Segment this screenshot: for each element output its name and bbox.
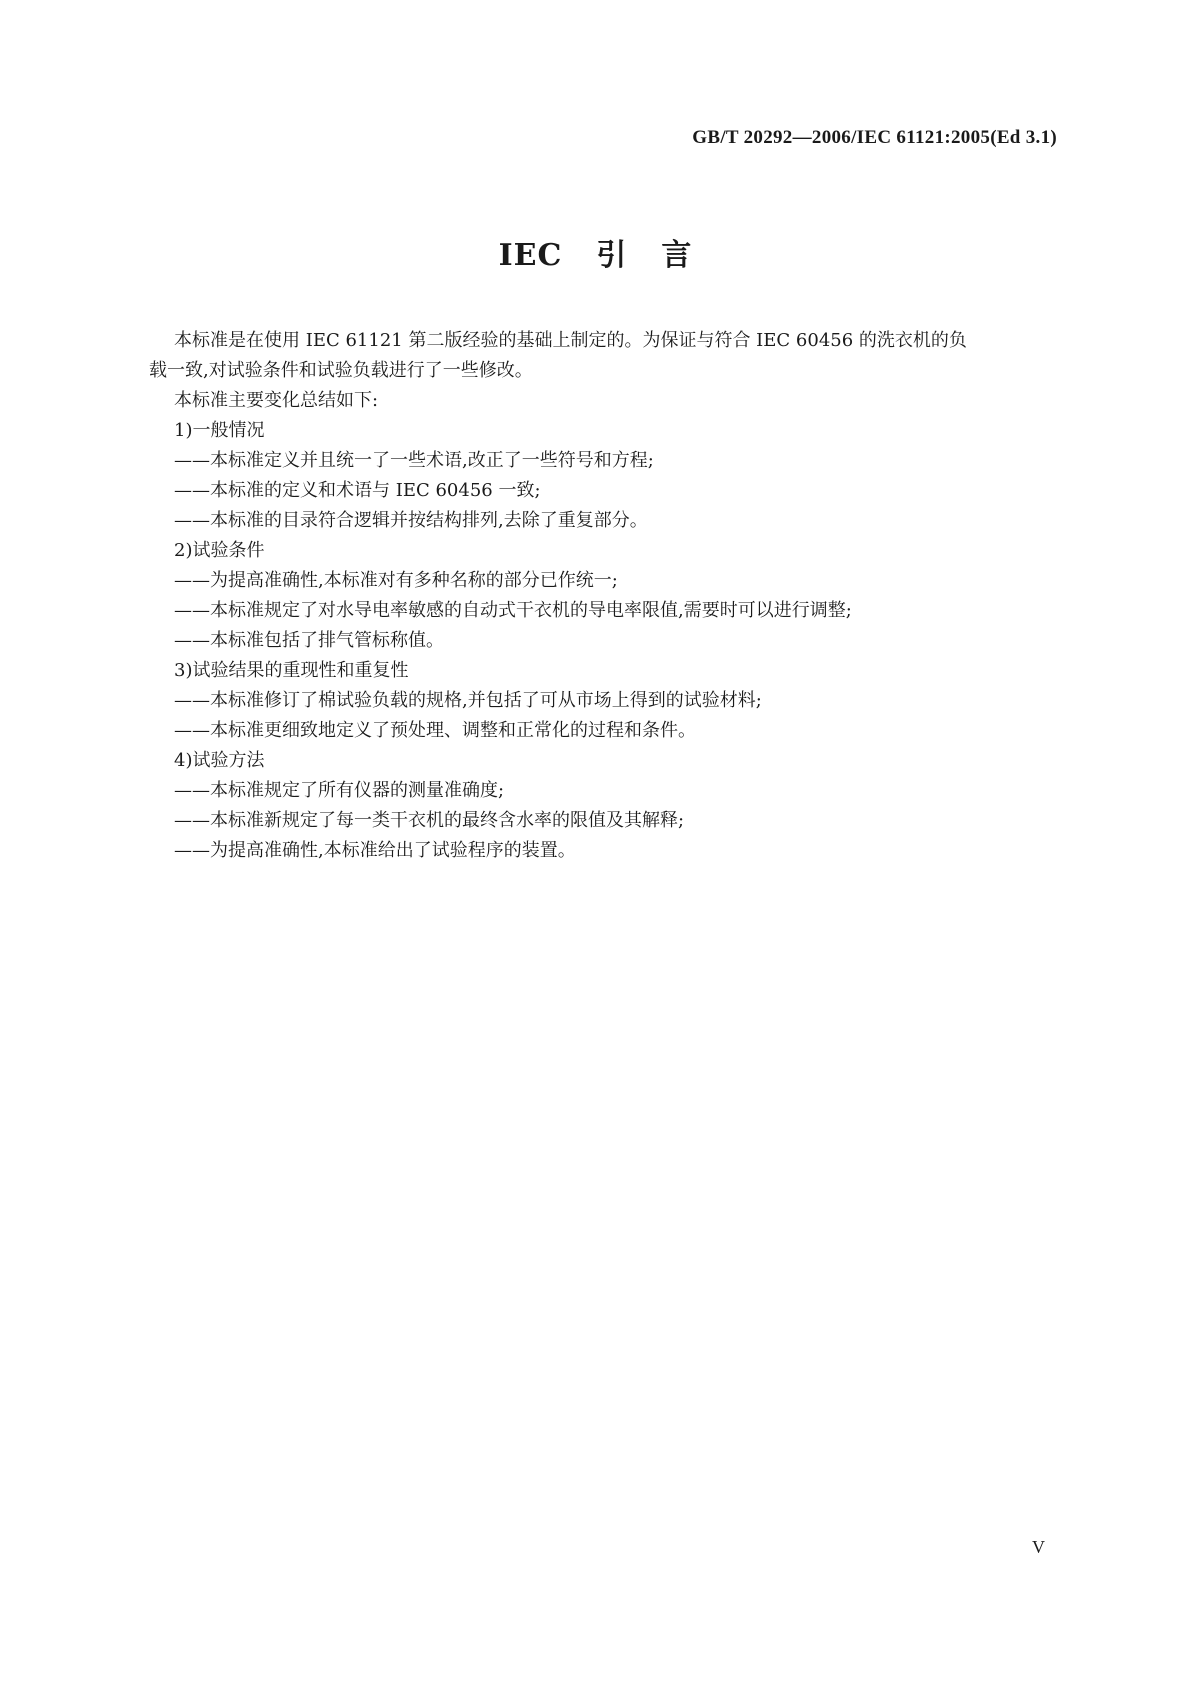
intro-line-1: 本标准是在使用 IEC 61121 第二版经验的基础上制定的。为保证与符合 IEC 60456 的洗衣机的负 bbox=[174, 330, 967, 351]
section-1-item-3: ——本标准的目录符合逻辑并按结构排列,去除了重复部分。 bbox=[174, 510, 648, 531]
intro-line-2: 载一致,对试验条件和试验负载进行了一些修改。 bbox=[149, 360, 533, 381]
section-heading-1: 1)一般情况 bbox=[174, 420, 265, 441]
standard-number: GB/T 20292—2006/IEC 61121:2005(Ed 3.1) bbox=[692, 127, 1057, 148]
page-number: V bbox=[1032, 1537, 1045, 1557]
section-4-item-3: ——为提高准确性,本标准给出了试验程序的装置。 bbox=[174, 840, 576, 861]
section-heading-3: 3)试验结果的重现性和重复性 bbox=[174, 660, 409, 681]
section-3-item-2: ——本标准更细致地定义了预处理、调整和正常化的过程和条件。 bbox=[174, 720, 696, 741]
section-3-item-1: ——本标准修订了棉试验负载的规格,并包括了可从市场上得到的试验材料; bbox=[174, 690, 762, 711]
section-1-item-1: ——本标准定义并且统一了一些术语,改正了一些符号和方程; bbox=[174, 450, 654, 471]
title-prefix: IEC bbox=[498, 238, 563, 273]
section-4-item-1: ——本标准规定了所有仪器的测量准确度; bbox=[174, 780, 505, 801]
section-1-item-2: ——本标准的定义和术语与 IEC 60456 一致; bbox=[174, 480, 541, 501]
section-4-item-2: ——本标准新规定了每一类干衣机的最终含水率的限值及其解释; bbox=[174, 810, 685, 831]
summary-line: 本标准主要变化总结如下: bbox=[174, 390, 379, 411]
page-title bbox=[0, 230, 1191, 274]
document-body bbox=[149, 326, 1057, 866]
section-heading-4: 4)试验方法 bbox=[174, 750, 265, 771]
section-heading-2: 2)试验条件 bbox=[174, 540, 265, 561]
section-2-item-1: ——为提高准确性,本标准对有多种名称的部分已作统一; bbox=[174, 570, 618, 591]
title-word-2: 言 bbox=[661, 238, 693, 273]
section-2-item-3: ——本标准包括了排气管标称值。 bbox=[174, 630, 444, 651]
title-word-1: 引 bbox=[596, 238, 628, 273]
section-2-item-2: ——本标准规定了对水导电率敏感的自动式干衣机的导电率限值,需要时可以进行调整; bbox=[174, 600, 852, 621]
